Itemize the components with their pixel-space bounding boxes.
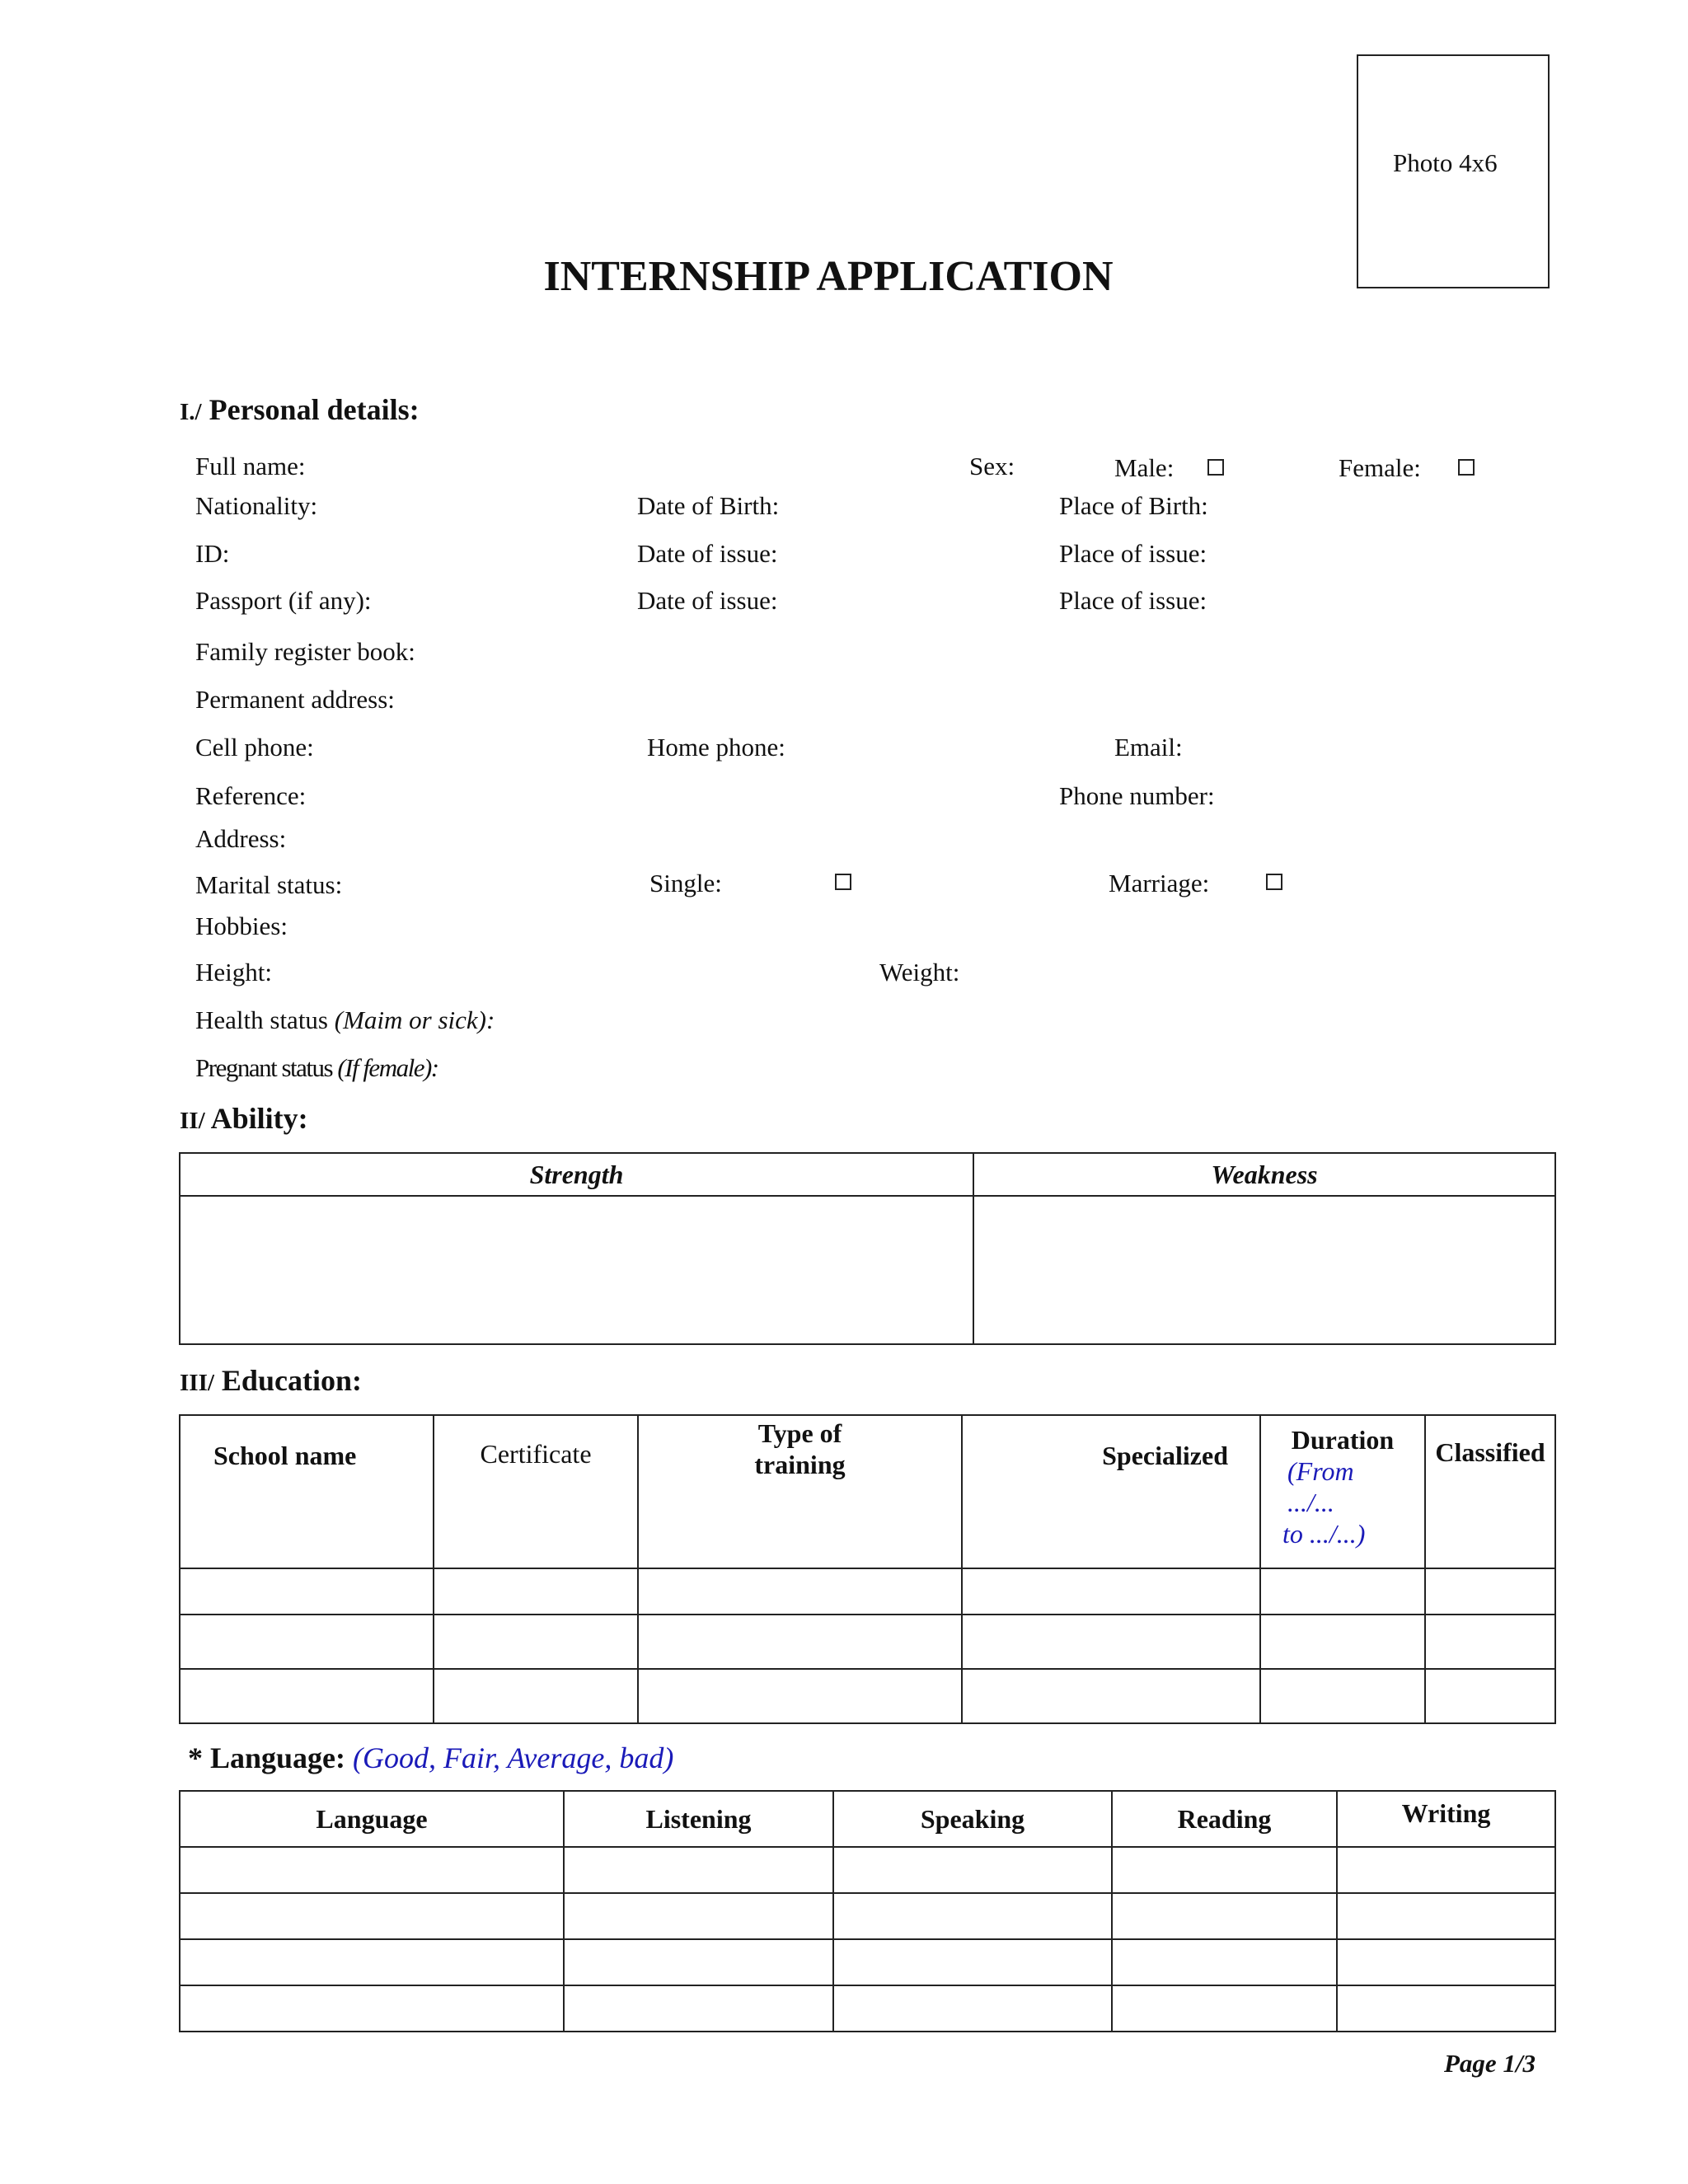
page-title: INTERNSHIP APPLICATION (543, 253, 1114, 300)
height-label: Height: (195, 958, 272, 987)
full-name-label: Full name: (195, 452, 306, 480)
health-status-label (195, 1005, 495, 1035)
id-date-of-issue-label: Date of issue: (637, 539, 778, 568)
school-name-header: School name (180, 1415, 434, 1568)
type-of-training-line2: training (754, 1450, 846, 1479)
section-title: Personal details: (209, 393, 420, 426)
listening-column-header: Listening (564, 1791, 833, 1847)
table-cell[interactable] (1112, 1939, 1337, 1985)
language-table (179, 1790, 1556, 2032)
address-label: Address: (195, 824, 287, 853)
type-of-training-line1: Type of (757, 1418, 842, 1448)
pregnant-status-hint: (If female): (337, 1053, 438, 1082)
male-checkbox[interactable] (1207, 459, 1224, 476)
pregnant-status-label (195, 1053, 438, 1083)
table-cell[interactable] (564, 1893, 833, 1939)
reference-label: Reference: (195, 781, 307, 810)
pregnant-status-text: Pregnant status (195, 1053, 333, 1082)
ability-table (179, 1152, 1556, 1345)
table-cell[interactable] (564, 1985, 833, 2032)
table-row (180, 1615, 1555, 1669)
specialized-header: Specialized (962, 1415, 1260, 1568)
table-row (180, 1847, 1555, 1893)
strength-cell[interactable] (180, 1196, 973, 1344)
table-cell[interactable] (180, 1669, 434, 1723)
education-table (179, 1414, 1556, 1724)
table-cell[interactable] (434, 1568, 638, 1615)
language-column-header: Language (180, 1791, 564, 1847)
table-row (180, 1568, 1555, 1615)
table-cell[interactable] (833, 1893, 1112, 1939)
duration-hint-line2: .../... (1287, 1488, 1334, 1517)
duration-header (1260, 1415, 1425, 1568)
table-cell[interactable] (833, 1985, 1112, 2032)
table-cell[interactable] (180, 1939, 564, 1985)
section-personal-heading (180, 392, 420, 427)
table-cell[interactable] (1425, 1568, 1555, 1615)
permanent-address-label: Permanent address: (195, 685, 395, 714)
table-cell[interactable] (638, 1568, 962, 1615)
table-cell[interactable] (1112, 1893, 1337, 1939)
marriage-label: Marriage: (1109, 869, 1210, 898)
table-cell[interactable] (833, 1939, 1112, 1985)
single-label: Single: (649, 869, 722, 898)
strength-header: Strength (180, 1153, 973, 1196)
type-of-training-header (638, 1415, 962, 1568)
home-phone-label: Home phone: (647, 733, 785, 762)
cell-phone-label: Cell phone: (195, 733, 314, 762)
hobbies-label: Hobbies: (195, 912, 288, 940)
certificate-header: Certificate (434, 1415, 638, 1568)
marriage-checkbox[interactable] (1266, 874, 1282, 890)
table-cell[interactable] (180, 1893, 564, 1939)
phone-number-label: Phone number: (1059, 781, 1215, 810)
section-title: Education: (221, 1364, 362, 1397)
reading-column-header: Reading (1112, 1791, 1337, 1847)
table-cell[interactable] (638, 1615, 962, 1669)
table-cell[interactable] (962, 1615, 1260, 1669)
speaking-column-header: Speaking (833, 1791, 1112, 1847)
duration-hint-line1: (From (1287, 1456, 1354, 1486)
table-cell[interactable] (1112, 1847, 1337, 1893)
table-cell[interactable] (1260, 1568, 1425, 1615)
id-place-of-issue-label: Place of issue: (1059, 539, 1207, 568)
nationality-label: Nationality: (195, 491, 318, 520)
duration-hint-line3: to .../...) (1282, 1519, 1366, 1549)
classified-header: Classified (1425, 1415, 1555, 1568)
marital-status-label: Marital status: (195, 870, 343, 899)
male-label: Male: (1114, 453, 1175, 482)
weakness-header: Weakness (973, 1153, 1555, 1196)
id-label: ID: (195, 539, 230, 568)
table-cell[interactable] (962, 1669, 1260, 1723)
table-cell[interactable] (1425, 1669, 1555, 1723)
weight-label: Weight: (879, 958, 960, 987)
table-cell[interactable] (1260, 1615, 1425, 1669)
table-cell[interactable] (1337, 1893, 1555, 1939)
section-education-heading (180, 1363, 362, 1398)
language-title: Language: (210, 1741, 346, 1774)
photo-label: Photo 4x6 (1393, 148, 1498, 177)
passport-label: Passport (if any): (195, 586, 372, 615)
language-heading (188, 1741, 673, 1775)
sex-label: Sex: (969, 452, 1015, 480)
section-ability-heading (180, 1101, 308, 1136)
section-number: I./ (180, 399, 202, 425)
female-label: Female: (1339, 453, 1421, 482)
language-bullet: * (188, 1741, 203, 1774)
table-cell[interactable] (1112, 1985, 1337, 2032)
section-title: Ability: (210, 1102, 308, 1135)
single-checkbox[interactable] (835, 874, 851, 890)
table-cell[interactable] (1260, 1669, 1425, 1723)
passport-date-of-issue-label: Date of issue: (637, 586, 778, 615)
table-cell[interactable] (180, 1985, 564, 2032)
table-cell[interactable] (180, 1847, 564, 1893)
table-cell[interactable] (1425, 1615, 1555, 1669)
table-row (180, 1985, 1555, 2032)
table-cell[interactable] (564, 1939, 833, 1985)
date-of-birth-label: Date of Birth: (637, 491, 780, 520)
duration-title: Duration (1291, 1425, 1395, 1455)
place-of-birth-label: Place of Birth: (1059, 491, 1208, 520)
page-number: Page 1/3 (1444, 2049, 1536, 2078)
table-cell[interactable] (434, 1669, 638, 1723)
writing-column-header: Writing (1337, 1791, 1555, 1847)
table-cell[interactable] (1337, 1847, 1555, 1893)
table-row (180, 1893, 1555, 1939)
section-number: III/ (180, 1370, 214, 1396)
table-cell[interactable] (638, 1669, 962, 1723)
table-cell[interactable] (1337, 1939, 1555, 1985)
table-cell[interactable] (833, 1847, 1112, 1893)
weakness-cell[interactable] (973, 1196, 1555, 1344)
table-cell[interactable] (962, 1568, 1260, 1615)
female-checkbox[interactable] (1458, 459, 1475, 476)
language-hint: (Good, Fair, Average, bad) (353, 1741, 674, 1774)
health-status-hint: (Maim or sick): (334, 1005, 495, 1034)
table-cell[interactable] (564, 1847, 833, 1893)
table-cell[interactable] (180, 1615, 434, 1669)
section-number: II/ (180, 1108, 205, 1134)
table-cell[interactable] (180, 1568, 434, 1615)
table-cell[interactable] (1337, 1985, 1555, 2032)
table-row (180, 1939, 1555, 1985)
passport-place-of-issue-label: Place of issue: (1059, 586, 1207, 615)
family-register-book-label: Family register book: (195, 637, 415, 666)
table-cell[interactable] (434, 1615, 638, 1669)
email-label: Email: (1114, 733, 1183, 762)
health-status-text: Health status (195, 1005, 328, 1034)
table-row (180, 1669, 1555, 1723)
